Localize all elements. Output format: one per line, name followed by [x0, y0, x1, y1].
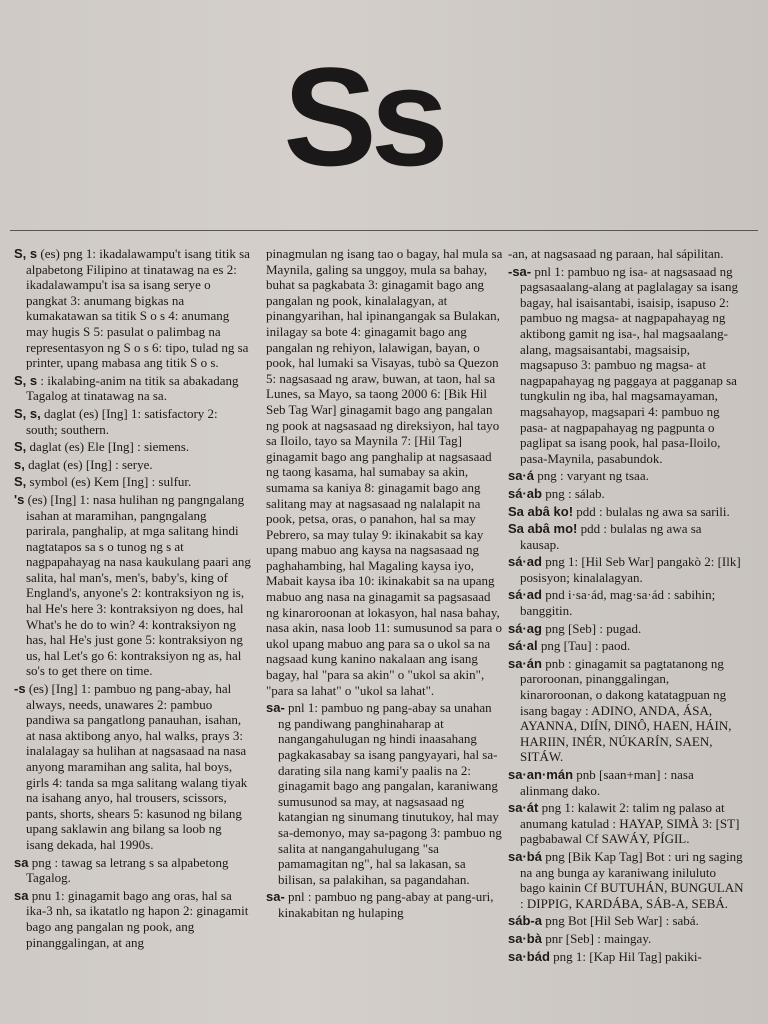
- dictionary-entry: [14, 855, 252, 886]
- entry-headword: sá·ag: [508, 620, 542, 636]
- dictionary-entry: [508, 767, 744, 798]
- entry-definition: png : sálab.: [541, 485, 605, 501]
- entry-headword: sáb-a: [508, 913, 542, 929]
- dictionary-entry: [508, 246, 744, 262]
- entry-definition: pdd : bulalas ng awa sa sarili.: [573, 503, 730, 519]
- dictionary-entry: [266, 700, 504, 887]
- entry-definition: pnl : pambuo ng pang-abay at pang-uri, kinakabitan ng hulaping: [278, 889, 494, 920]
- entry-headword: sa·an·mán: [508, 767, 574, 782]
- entry-definition: (es) [Ing] 1: nasa hulihan ng pangngalang isahan at maramihan, pangngalang parirala, panghalip, at mga salitang hindi nagtatapos sa s o tunog ng s at nagpapahayag na nasa kaukulang paari ang salita, hal man's, men's, baby's, king of England's, anyone's 2: kontraksiyon ng is, hal He's here 3: kontraksiyon ng does, hal What's he do to win? 4: kontraksiyon ng has, hal He's just gone 5: kontraksiyon ng us, hal Let's go 6: kontraksiyon ng as, hal so's to get there on time.: [24, 491, 251, 679]
- entry-headword: sa-: [266, 889, 285, 905]
- entry-headword: sa-: [266, 700, 285, 716]
- entry-definition: pinagmulan ng isang tao o bagay, hal mula sa Maynila, galing sa unggoy, mula sa bahay, buhat sa pagkabata 3: ginagamit bago ang pangalan ng pook, kinalalagyan, at pinangyarihan, hal ipinangangak sa Bulakan, inilagay sa bote 4: ginagamit bago ang pangalan ng rehiyon, lalawigan, bayan, o pook, hal lumaki sa Visayas, tubò sa Quezon 5: nagsasaad ng araw, buwan, at taon, hal sa Lunes, sa Mayo, sa taong 2000 6: [Bik Hil Seb Tag War] ginagamit bago ang pangalan ng pook at nagsasaad ng direksiyon, hal tayo sa Iloilo, tayo sa Maynila 7: [Hil Tag] ginagamit bago ang panghalip at nagsasaad ng taong kasama, hal sumabay sa akin, sumama sa kaniya 8: ginagamit bago ang salitang may at nagsasaad ng nalalapit na pook, petsa, oras, o panahon, hal sa may Pebrero, sa may tulay 9: ikinakabit sa kay upang mabuo ang kaysa na nagsasaad ng paghahambing, hal Magaling kaysa iyo, Mabait kaysa iba 10: ikinakabit sa na upang mabuo ang nasa na ginagamit sa pagsasaad ng kinaroroonan at lokasyon, hal nasa bahay, nasa akin, nasa loob 11: sumusunod sa para o ukol upang mabuo ang para sa o ukol sa na nagsaad kung kanino nakalaan ang isang bagay, hal "para sa akin" o "ukol sa akin", "para sa lahat" o "ukol sa lahat".: [266, 246, 503, 698]
- entry-definition: pnb : ginagamit sa pagtatanong ng paroroonan, pinanggalingan, kinaroroonan, o dakong katatagpuan ng isang bagay : ADINO, ANDA, ÁSA, AYANNA, DIÍN, DINÔ, HAEN, HÁIN, HARIIN, INÉR, NÚKARÍN, SAEN, SITÁW.: [520, 655, 732, 765]
- dictionary-entry: [14, 474, 252, 490]
- entry-definition: png [Seb] : pugad.: [541, 620, 642, 636]
- column-1: [14, 246, 252, 952]
- dictionary-entry: [508, 521, 744, 552]
- entry-headword: sa·bád: [508, 948, 550, 964]
- dictionary-entry: [508, 504, 744, 520]
- entry-headword: s,: [14, 456, 25, 472]
- entry-definition: -an, at nagsasaad ng paraan, hal sápilitan.: [508, 246, 724, 261]
- entry-headword: -sa-: [508, 263, 532, 279]
- entry-headword: S, s,: [14, 405, 41, 421]
- dictionary-entry: [508, 656, 744, 765]
- dictionary-entry: [14, 681, 252, 853]
- entry-headword: sa·bà: [508, 930, 542, 946]
- header-rule: [10, 230, 758, 231]
- entry-headword: 's: [14, 491, 25, 507]
- column-3: [508, 246, 744, 966]
- dictionary-entry: [508, 587, 744, 618]
- dictionary-entry: [14, 457, 252, 473]
- dictionary-entry: [508, 621, 744, 637]
- entry-headword: sa·bá: [508, 848, 542, 864]
- dictionary-entry: [266, 246, 504, 698]
- dictionary-entry: [508, 486, 744, 502]
- dictionary-entry: [266, 889, 504, 920]
- entry-headword: sá·al: [508, 638, 538, 654]
- entry-definition: png [Bik Kap Tag] Bot : uri ng saging na ang bunga ay karaniwang iniluluto bago kainin Cf BUTUHÁN, BUNGULAN : DIPPIG, KARDÁBA, SÁB-A, SEBÁ.: [520, 848, 744, 911]
- entry-headword: sa: [14, 854, 29, 870]
- entry-definition: daglat (es) [Ing] 1: satisfactory 2: south; southern.: [26, 405, 218, 437]
- dictionary-entry: [14, 888, 252, 950]
- entry-definition: png : tawag sa letrang s sa alpabetong Tagalog.: [26, 854, 229, 886]
- entry-headword: S, s: [14, 246, 38, 261]
- dictionary-entry: [14, 373, 252, 404]
- entry-definition: : ikalabing-anim na titik sa abakadang Tagalog at tinatawag na sa.: [26, 372, 239, 404]
- entry-definition: daglat (es) Ele [Ing] : siemens.: [26, 439, 190, 455]
- dictionary-entry: [508, 800, 744, 847]
- dictionary-entry: [508, 949, 744, 965]
- section-letter-heading: Ss: [283, 38, 443, 195]
- dictionary-entry: [508, 931, 744, 947]
- entry-definition: pnl 1: pambuo ng pang-abay sa unahan ng pandiwang panghinaharap at nangangahulugan ng hindi inaasahang pagkakasabay sa isang pangyayari, hal sa-darating sila nang kami'y paalis na 2: ginagamit bago ang pangalan, karaniwang sumusunod sa may, at nagsasaad ng katangian ng sinumang tinutukoy, hal may sa-demonyo, may sa-pagong 3: pambuo ng salita at nangangahulugang "sa pamamagitan ng", hal sa lakasan, sa bilisan, sa palakihan, sa pagandahan.: [278, 700, 502, 887]
- entry-headword: sa: [14, 887, 29, 903]
- entry-definition: daglat (es) [Ing] : serye.: [24, 456, 153, 472]
- entry-headword: Sa abâ ko!: [508, 503, 574, 519]
- entry-definition: png 1: [Kap Hil Tag] pakiki-: [549, 948, 702, 964]
- entry-headword: S,: [14, 474, 27, 490]
- entry-definition: pnl 1: pambuo ng isa- at nagsasaad ng pagsasaalang-alang at paglalagay sa isang bagay, hal isaisantabi, isaisip, isapuso 2: pambuo ng magsa- at nagpapahayag ng aktibong gamit ng isa-, hal magsaalang-alang, magsaisantabi, magsaisip, magsapuso 3: pambuo ng magsa- at nagpapahayag ng paggaya at pagganap sa tungkulin ng iba, hal magsamayaman, magsahayop, magsapari 4: pambuo ng pasa- at nagpapahayag ng pagpunta o paglipat sa isang pook, hal pasa-Iloilo, pasa-Maynila, pasabundok.: [520, 263, 739, 466]
- dictionary-entry: [14, 246, 252, 371]
- entry-definition: (es) png 1: ikadalawampu't isang titik sa alpabetong Filipino at tinatawag na es 2: ikadalawampu't isa sa isang serye o pangkat 3: anumang bigkas na kumakatawan sa titik S o s 4: anumang may hugis S 5: pasulat o palimbag na representasyon ng S o s 6: tipo, tulad ng sa printer, upang mabasa ang titik S o s.: [26, 246, 250, 371]
- dictionary-entry: [508, 468, 744, 484]
- entry-headword: S, s: [14, 372, 38, 388]
- dictionary-entry: [508, 638, 744, 654]
- entry-definition: pnu 1: ginagamit bago ang oras, hal sa ika-3 nh, sa ikatatlo ng hapon 2: ginagamit bago ang pangalan ng pook, ang pinanggalingan, at ang: [26, 887, 249, 950]
- dictionary-entry: [508, 554, 744, 585]
- column-2: [266, 246, 504, 923]
- entry-headword: sa·á: [508, 468, 535, 484]
- entry-definition: png : varyant ng tsaa.: [534, 468, 649, 484]
- dictionary-entry: [508, 913, 744, 929]
- dictionary-entry: [14, 492, 252, 679]
- entry-headword: sa·án: [508, 655, 542, 671]
- entry-definition: png 1: [Hil Seb War] pangakò 2: [Ilk] posisyon; kinalalagyan.: [520, 554, 741, 585]
- entry-headword: sá·ad: [508, 554, 542, 570]
- entry-headword: S,: [14, 439, 27, 455]
- entry-definition: symbol (es) Kem [Ing] : sulfur.: [26, 474, 192, 490]
- dictionary-entry: [508, 849, 744, 911]
- entry-headword: Sa abâ mo!: [508, 521, 578, 537]
- entry-definition: png 1: kalawit 2: talim ng palaso at anumang katulad : HAYAP, SIMÀ 3: [ST] pagbabawal Cf SAWÁY, PÍGIL.: [520, 800, 740, 847]
- entry-definition: pdd : bulalas ng awa sa kausap.: [520, 521, 702, 552]
- entry-headword: sa·át: [508, 800, 539, 816]
- dictionary-entry: [508, 264, 744, 467]
- entry-headword: -s: [14, 681, 26, 697]
- entry-definition: pnd i·sa·ád, mag·sa·ád : sabihin; banggitin.: [520, 587, 716, 619]
- entry-headword: sá·ab: [508, 485, 542, 501]
- dictionary-entry: [14, 406, 252, 437]
- entry-definition: png Bot [Hil Seb War] : sabá.: [541, 913, 699, 929]
- entry-headword: sá·ad: [508, 587, 542, 603]
- dictionary-entry: [14, 439, 252, 455]
- entry-definition: png [Tau] : paod.: [537, 638, 631, 654]
- entry-definition: pnr [Seb] : maingay.: [541, 930, 652, 946]
- entry-definition: pnb [saan+man] : nasa alinmang dako.: [520, 767, 694, 798]
- entry-definition: (es) [Ing] 1: pambuo ng pang-abay, hal always, needs, unawares 2: pambuo pandiwa sa pangatlong panauhan, isahan, at nasa aktibong anyo, hal walks, prays 3: inalalagay sa hulihan at nagsasaad na nasa anyong maramihan ang salita, hal boys, girls 4: tanda sa mga salitang walang tiyak na isahang anyo, hal trousers, scissors, pants, shorts, shears 5: kasunod ng bilang upang saklawin ang bilang sa loob ng isang dekada, hal 1990s.: [25, 681, 248, 852]
